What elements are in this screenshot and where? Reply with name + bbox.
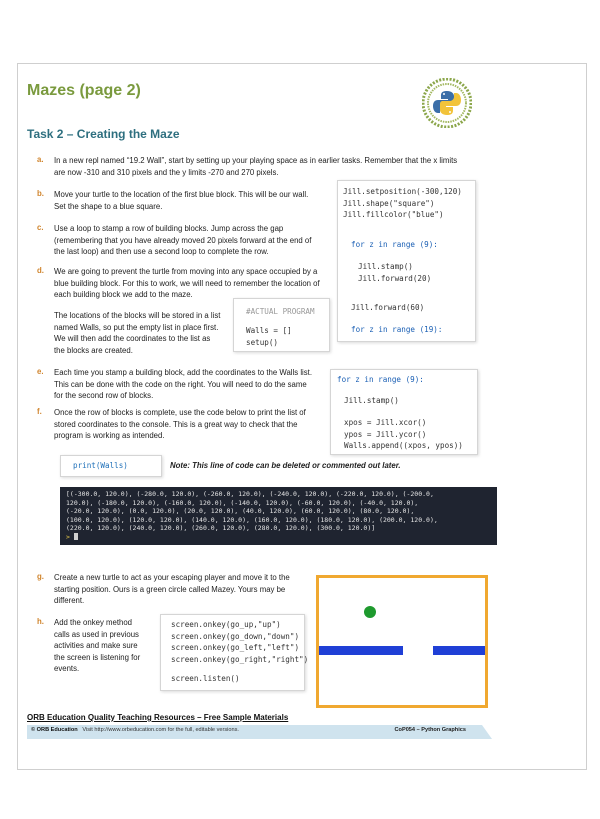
code-line: for z in range (9): (351, 240, 438, 249)
code-line: screen.onkey(go_right,"right") (171, 654, 309, 664)
item-e-letter: e. (37, 367, 44, 376)
item-f-letter: f. (37, 407, 42, 416)
footer-bar (27, 725, 482, 739)
item-c-text: Use a loop to stamp a row of building blocks. Jump across the gap (remembering that you have already moved 20 pixels forward at the end of the last loop) and then use a second loop to complete the row. (54, 224, 312, 257)
code-line: for z in range (19): (351, 325, 443, 334)
code-block-onkey (160, 614, 309, 691)
item-d-letter: d. (37, 266, 44, 275)
code-line: Jill.forward(20) (358, 273, 432, 283)
note-label: Note: This line of code can be deleted or commented out later. (170, 461, 401, 470)
item-c-letter: c. (37, 223, 44, 232)
maze-wall-left (319, 646, 403, 655)
console-cursor (74, 533, 78, 540)
code-line: Jill.forward(60) (351, 303, 425, 312)
code-line: screen.onkey(go_up,"up") (171, 620, 281, 629)
code-block-print (60, 455, 162, 477)
footer-code: CoP054 – Python Graphics (394, 727, 466, 733)
code-line: for z in range (9): (337, 375, 424, 384)
code-line: Walls.append((xpos, ypos)) (344, 441, 463, 450)
note-text (170, 460, 410, 472)
code-line: Jill.stamp() (344, 396, 399, 405)
console-line: 120.0), (-180.0, 120.0), (-160.0, 120.0), (-140.0, 120.0), (-60.0, 120.0), (-40.0, 120.0), (66, 498, 419, 507)
console-prompt: > (66, 532, 74, 541)
item-h-text: Add the onkey method calls as used in previous activities and make sure the screen is listening for events. (54, 618, 141, 674)
code-line: screen.onkey(go_down,"down") (171, 631, 300, 641)
console-line: (100.0, 120.0), (120.0, 120.0), (140.0, 120.0), (160.0, 120.0), (180.0, 120.0), (200.0, 120.0), (66, 515, 438, 524)
console-line: (-20.0, 120.0), (0.0, 120.0), (20.0, 120.0), (40.0, 120.0), (60.0, 120.0), (80.0, 120.0), (66, 507, 415, 516)
code-line: Jill.shape("square") (343, 198, 435, 208)
code-line: Jill.setposition(-300,120) (343, 187, 462, 196)
code-line: ypos = Jill.ycor() (344, 429, 427, 439)
item-g-text: Create a new turtle to act as your escaping player and move it to the starting position. Ours is a green circle called Mazey. Yours may be different. (54, 573, 290, 606)
maze-preview (316, 575, 488, 708)
item-h-letter: h. (37, 617, 44, 626)
item-d-text2: The locations of the blocks will be stored in a list named Walls, so put the empty list in place first. We will then add the coordinates to the list as the blocks are created. (54, 311, 221, 355)
code-line: Jill.fillcolor("blue") (343, 210, 444, 219)
item-d-text: We are going to prevent the turtle from moving into any space occupied by a blue building block. For this to work, we will need to remember the location of each building block we add to the maze. (54, 267, 320, 300)
code-block-append (330, 369, 478, 455)
code-line: xpos = Jill.xcor() (344, 418, 427, 427)
maze-border (316, 575, 488, 708)
code-line: print(Walls) (73, 461, 128, 470)
code-line: screen.listen() (171, 674, 240, 683)
item-e-text: Each time you stamp a building block, add the coordinates to the Walls list. This can be done with the code on the right. You will need to do the same for the second row of blocks. (54, 368, 313, 401)
footer-title: ORB Education Quality Teaching Resources – Free Sample Materials (27, 713, 289, 722)
footer-visit: Visit http://www.orbeducation.com for the full, editable versions. (82, 727, 239, 733)
item-b-text: Move your turtle to the location of the first blue block. This will be our wall. Set the shape to a blue square. (54, 190, 309, 211)
code-block-setposition (337, 180, 476, 342)
console-line: [(-300.0, 120.0), (-280.0, 120.0), (-260.0, 120.0), (-240.0, 120.0), (-220.0, 120.0), (-200.0, (66, 490, 434, 498)
player-mazey (364, 606, 376, 618)
item-b-letter: b. (37, 189, 44, 198)
code-line: Walls = [] (246, 326, 292, 335)
console-line: (220.0, 120.0), (240.0, 120.0), (260.0, 120.0), (280.0, 120.0), (300.0, 120.0)] (66, 524, 376, 533)
footer-copyright: © ORB Education (31, 727, 78, 733)
page-title: Mazes (page 2) (27, 82, 141, 99)
console-output (60, 487, 497, 545)
code-comment: #ACTUAL PROGRAM (246, 307, 315, 316)
item-g-letter: g. (37, 572, 44, 581)
code-line: screen.onkey(go_left,"left") (171, 643, 300, 652)
task-title: Task 2 – Creating the Maze (27, 127, 180, 141)
maze-wall-right (433, 646, 485, 655)
footer-left (31, 727, 239, 733)
item-f-text: Once the row of blocks is complete, use the code below to print the list of stored coordinates to the console. This is a great way to check that the program is working as intended. (54, 408, 306, 441)
python-logo-icon (422, 78, 472, 128)
code-line: setup() (246, 337, 279, 347)
code-line: Jill.stamp() (358, 262, 413, 271)
code-block-walls (233, 298, 330, 352)
item-a-letter: a. (37, 155, 44, 164)
item-a-text: In a new repl named “19.2 Wall”, start by setting up your playing space as in earlier tasks. Remember that the x limits are now -310 and 310 pixels and the y limits -270 and 270 pixels. (54, 156, 458, 177)
footer-arrow (482, 725, 492, 739)
